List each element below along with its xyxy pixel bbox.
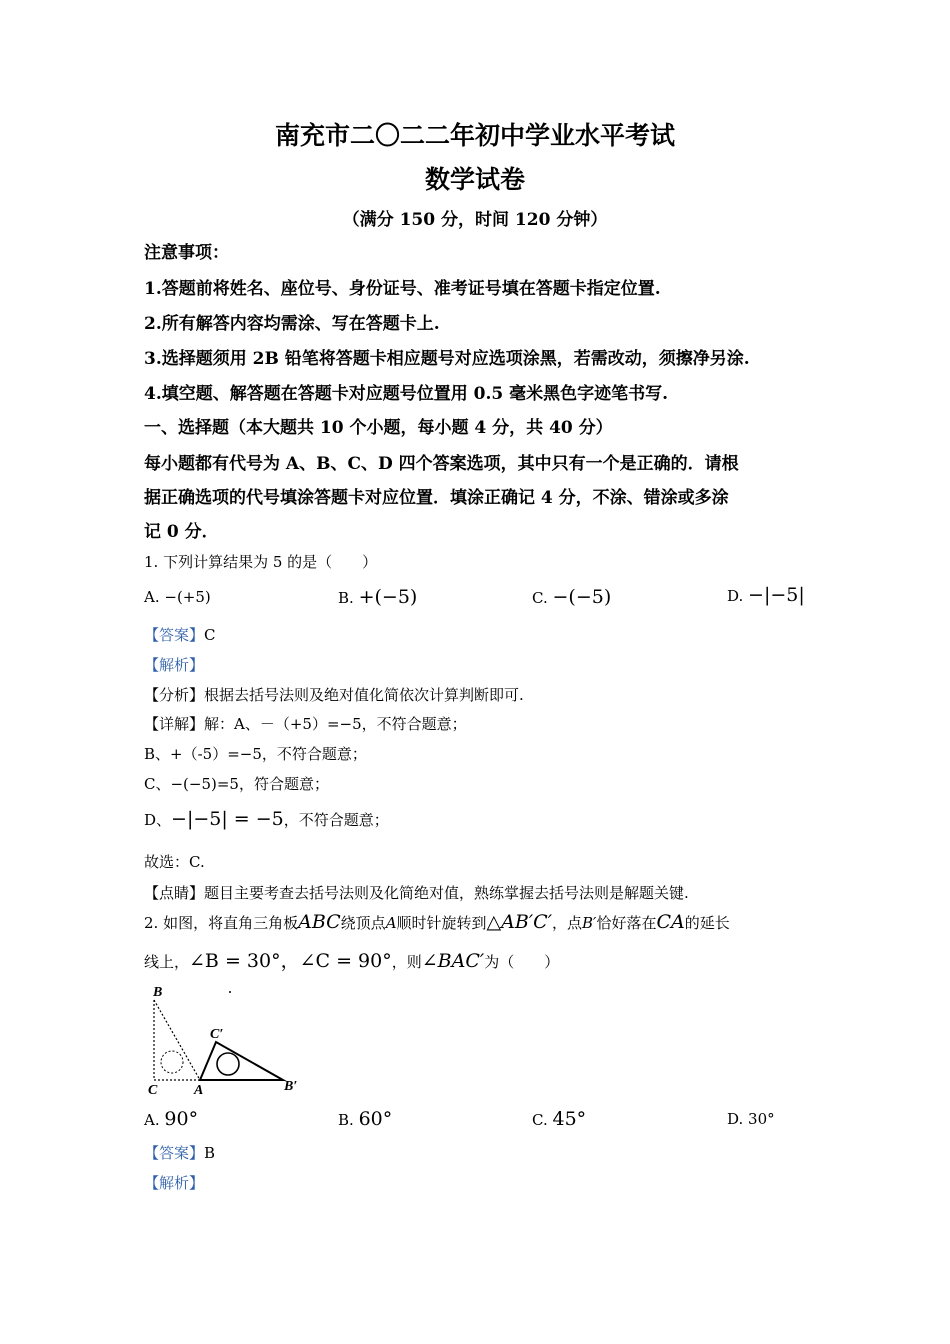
figure-label-c: C [148, 1083, 158, 1098]
exam-meta: （满分 150 分，时间 120 分钟） [342, 210, 608, 230]
q1-option-c: C. −(−5) [532, 586, 612, 608]
note-item: 4.填空题、解答题在答题卡对应题号位置用 0.5 毫米黑色字迹笔书写. [144, 384, 669, 404]
q2-answer: 【答案】B [144, 1144, 216, 1162]
q1-detail-line: C、−(−5)=5，符合题意； [144, 775, 329, 793]
q1-option-a: A. −(+5) [144, 588, 211, 606]
note-item: 2.所有解答内容均需涂、写在答题卡上. [144, 314, 440, 334]
q1-analysis-label: 【解析】 [144, 656, 205, 674]
figure-circle-dashed [161, 1051, 183, 1073]
q1-fenxi: 【分析】根据去括号法则及绝对值化简依次计算判断即可. [144, 686, 524, 704]
figure-side-ab [154, 1000, 200, 1080]
q1-stem: 1. 下列计算结果为 5 的是（ ） [144, 553, 378, 571]
notes-heading: 注意事项： [144, 243, 229, 263]
q2-option-d: D. 30° [727, 1110, 775, 1128]
q2-option-b: B. 60° [338, 1108, 393, 1130]
q2-option-c: C. 45° [532, 1108, 587, 1130]
section-instructions: 记 0 分． [144, 522, 219, 542]
q1-detail-line: D、−|−5| = −5，不符合题意； [144, 808, 389, 830]
q1-option-b: B. +(−5) [338, 586, 418, 608]
exam-title: 南充市二〇二二年初中学业水平考试 [274, 121, 675, 150]
note-item: 1.答题前将姓名、座位号、身份证号、准考证号填在答题卡指定位置. [144, 279, 661, 299]
figure-label-b: B [153, 985, 163, 1000]
q1-comment: 【点睛】题目主要考查去括号法则及化简绝对值，熟练掌握去括号法则是解题关键. [144, 884, 689, 902]
exam-subtitle: 数学试卷 [424, 165, 525, 194]
q1-detail: 【详解】解：A、－（+5）=−5，不符合题意； [144, 715, 467, 733]
section-instructions: 每小题都有代号为 A、B、C、D 四个答案选项，其中只有一个是正确的．请根 [144, 454, 739, 474]
figure-dot [229, 991, 231, 993]
figure-rotated-triangle [200, 1042, 283, 1080]
q1-answer: 【答案】C [144, 626, 216, 644]
q1-option-d: D. −|−5| [727, 584, 805, 606]
q2-option-a: A. 90° [144, 1108, 199, 1130]
q2-analysis-label: 【解析】 [144, 1174, 205, 1192]
q1-detail-line: B、+（-5）=−5，不符合题意； [144, 745, 367, 763]
figure-circle [217, 1053, 239, 1075]
figure-label-a: A [194, 1083, 204, 1098]
q2-stem-line2: 线上，∠B = 30°，∠C = 90°，则∠BAC′为（ ） [144, 950, 560, 972]
q1-choose: 故选：C. [144, 853, 205, 871]
q2-figure [144, 978, 314, 1100]
figure-label-c-prime: C′ [210, 1027, 224, 1042]
figure-label-b-prime: B′ [284, 1079, 298, 1094]
note-item: 3.选择题须用 2B 铅笔将答题卡相应题号对应选项涂黑，若需改动，须擦净另涂. [144, 349, 750, 369]
answer-label: 【答案】 [144, 626, 205, 644]
q2-stem-line1: 2. 如图，将直角三角板ABC绕顶点A顺时针旋转到△AB′C′，点B′恰好落在CA的延长 [144, 911, 730, 933]
section-heading: 一、选择题（本大题共 10 个小题，每小题 4 分，共 40 分） [144, 418, 613, 438]
section-instructions: 据正确选项的代号填涂答题卡对应位置．填涂正确记 4 分，不涂、错涂或多涂 [144, 488, 729, 508]
answer-label: 【答案】 [144, 1144, 205, 1162]
